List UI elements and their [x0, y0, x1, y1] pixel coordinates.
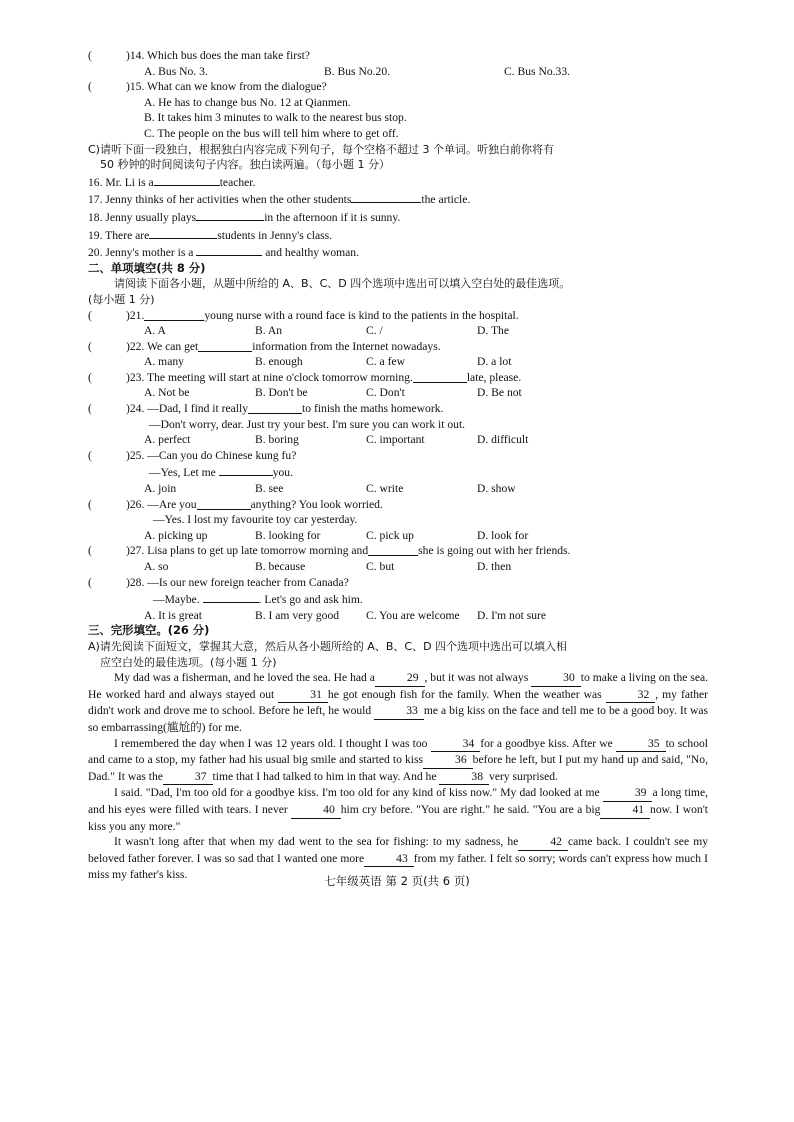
passage-paragraph-1: My dad was a fisherman, and he loved the sea. He had a 29 , but it was not always 30 to make a living on the sea. He worked hard and always stayed out 31 he got enough fish for the family. When the weather was 32 , my father didn't work and drove me to school. Before he left, he would 33 me a big kiss on the face and tell me to be a good boy. It was so embarrassing(尴尬的) for me.: [88, 671, 709, 734]
section-c-instruction-2: 50 秒钟的时间阅读句子内容。独白读两遍。（每小题 1 分）: [100, 158, 390, 172]
question-25-line-2: —Yes, Let me you.: [88, 463, 708, 481]
question-24-options: A. perfect B. boring C. important D. difficult: [144, 433, 529, 447]
section-2-title: 二、单项填空(共 8 分): [88, 260, 206, 275]
question-14: ( )14. Which bus does the man take first?: [88, 49, 310, 62]
question-23: ( )23. The meeting will start at nine o'clock tomorrow morning. late, please.: [88, 370, 522, 384]
question-26-options: A. picking up B. looking for C. pick up D. look for: [144, 528, 529, 542]
question-25: ( )25. —Can you do Chinese kung fu?: [88, 448, 297, 462]
question-22: ( )22. We can get information from the Internet nowadays.: [88, 339, 441, 353]
sentence-20: 20. Jenny's mother is a and healthy woman.: [88, 243, 708, 261]
question-24: ( )24. —Dad, I find it really to finish the maths homework.: [88, 402, 444, 416]
question-27: ( )27. Lisa plans to get up late tomorrow morning and she is going out with her friends.: [88, 544, 571, 558]
passage-paragraph-2: I remembered the day when I was 12 years old. I thought I was too 34 for a goodbye kiss. After we 35 to school and came to a stop, my father had his usual big smile and started to kiss 36 before he left, but I put my hand up and said, "No, Dad." It was the 37 time that I had talked to him in that way. And he 38 very surprised.: [88, 736, 708, 786]
option: A. Bus No. 3.: [144, 64, 208, 78]
section-2-instruction: 请阅读下面各小题，从题中所给的 A、B、C、D 四个选项中选出可以填入空白处的最佳选项。: [114, 277, 571, 291]
question-14-options: [88, 64, 708, 80]
question-28: ( )28. —Is our new foreign teacher from Canada?: [88, 575, 349, 589]
section-3-instruction: A)请先阅读下面短文，掌握其大意，然后从各小题所给的 A、B、C、D 四个选项中选出可以填入相: [88, 639, 568, 653]
question-25-options: A. join B. see C. write D. show: [144, 482, 516, 496]
exam-page: [88, 48, 708, 883]
sentence-18: 18. Jenny usually plays in the afternoon if it is sunny.: [88, 208, 708, 226]
page-footer: 七年级英语 第 2 页(共 6 页): [324, 874, 470, 888]
sentence-16: 16. Mr. Li is a teacher.: [88, 173, 708, 191]
question-15: ( )15. What can we know from the dialogue?: [88, 80, 327, 94]
question-26-line-2: —Yes. I lost my favourite toy car yesterday.: [153, 513, 358, 527]
question-21-options: A. A B. An C. / D. The: [144, 324, 509, 338]
option: C. The people on the bus will tell him where to get off.: [144, 126, 399, 140]
option: B. Bus No.20.: [324, 64, 391, 78]
question-22-options: A. many B. enough C. a few D. a lot: [144, 355, 512, 369]
sentence-17: 17. Jenny thinks of her activities when the other students the article.: [88, 190, 708, 208]
section-2-instruction-2: (每小题 1 分): [88, 292, 155, 306]
question-27-options: A. so B. because C. but D. then: [144, 560, 512, 573]
question-28-options: A. It is great B. I am very good C. You are welcome D. I'm not sure: [144, 608, 547, 622]
sentence-19: 19. There are students in Jenny's class.: [88, 226, 708, 244]
option: B. It takes him 3 minutes to walk to the nearest bus stop.: [144, 111, 407, 125]
section-c-instruction: C)请听下面一段独白，根据独白内容完成下列句子，每个空格不超过 3 个单词。听独白前你将有: [88, 142, 554, 156]
question-24-line-2: —Don't worry, dear. Just try your best. I'm sure you can work it out.: [149, 417, 466, 431]
passage-paragraph-3: I said. "Dad, I'm too old for a goodbye kiss. I'm too old for any kind of kiss now." My dad looked at me 39 a long time, and his eyes were filled with tears. I never 40 him cry before. "You are right." he said. "You are a big 41 now. I won't kiss you any more.": [88, 786, 709, 833]
question-28-line-2: —Maybe. . Let's go and ask him.: [88, 590, 708, 608]
option: C. Bus No.33.: [504, 64, 571, 78]
option: A. He has to change bus No. 12 at Qianmen.: [144, 95, 351, 109]
section-3-title: 三、完形填空。(26 分): [88, 623, 210, 638]
section-3-instruction-2: 应空白处的最佳选项。(每小题 1 分): [100, 655, 277, 669]
question-21: ( )21. young nurse with a round face is kind to the patients in the hospital.: [88, 308, 519, 322]
question-23-options: A. Not be B. Don't be C. Don't D. Be not: [144, 386, 522, 400]
passage-paragraph-4: It wasn't long after that when my dad went to the sea for fishing: to my sadness, he 42 came back. I couldn't see my beloved father forever. I was so sad that I wanted one more 43 from my father. I felt so sorry; words can't express how much I miss my father's kiss.: [88, 835, 709, 882]
question-26: ( )26. —Are you anything? You look worried.: [88, 497, 383, 511]
